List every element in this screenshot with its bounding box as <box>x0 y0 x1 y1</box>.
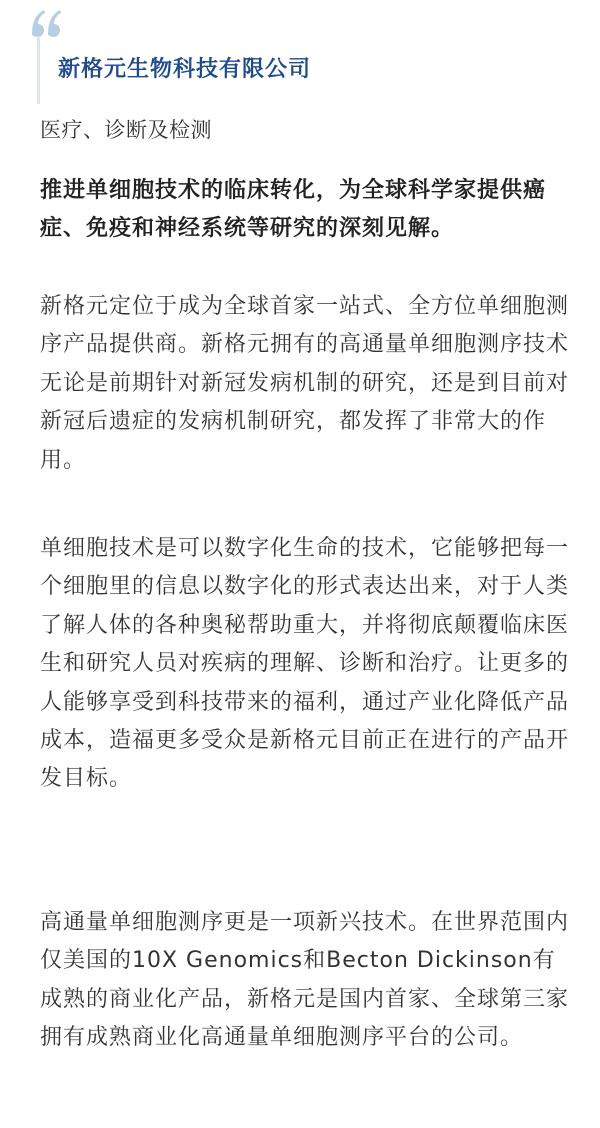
body-paragraph: 新格元定位于成为全球首家一站式、全方位单细胞测序产品提供商。新格元拥有的高通量单细胞测序技术无论是前期针对新冠发病机制的研究，还是到目前对新冠后遗症的发病机制研究，都发挥了非常大的作用。 <box>40 294 570 473</box>
quote-mark-icon <box>28 4 64 44</box>
company-name: 新格元生物科技有限公司 <box>58 57 312 82</box>
body-paragraph: 高通量单细胞测序更是一项新兴技术。在世界范围内仅美国的10X Genomics和Becton Dickinson有成熟的商业化产品，新格元是国内首家、全球第三家拥有成熟商业化高通量单细胞测序平台的公司。 <box>40 910 570 1051</box>
lead-paragraph: 推进单细胞技术的临床转化，为全球科学家提供癌症、免疫和神经系统等研究的深刻见解。 <box>40 178 547 241</box>
quote-rule <box>37 36 40 104</box>
sector-label: 医疗、诊断及检测 <box>40 118 212 142</box>
body-paragraph: 单细胞技术是可以数字化生命的技术，它能够把每一个细胞里的信息以数字化的形式表达出来，对于人类了解人体的各种奥秘帮助重大，并将彻底颠覆临床医生和研究人员对疾病的理解、诊断和治疗。让更多的人能够享受到科技带来的福利，通过产业化降低产品成本，造福更多受众是新格元目前正在进行的产品开发目标。 <box>40 536 570 792</box>
